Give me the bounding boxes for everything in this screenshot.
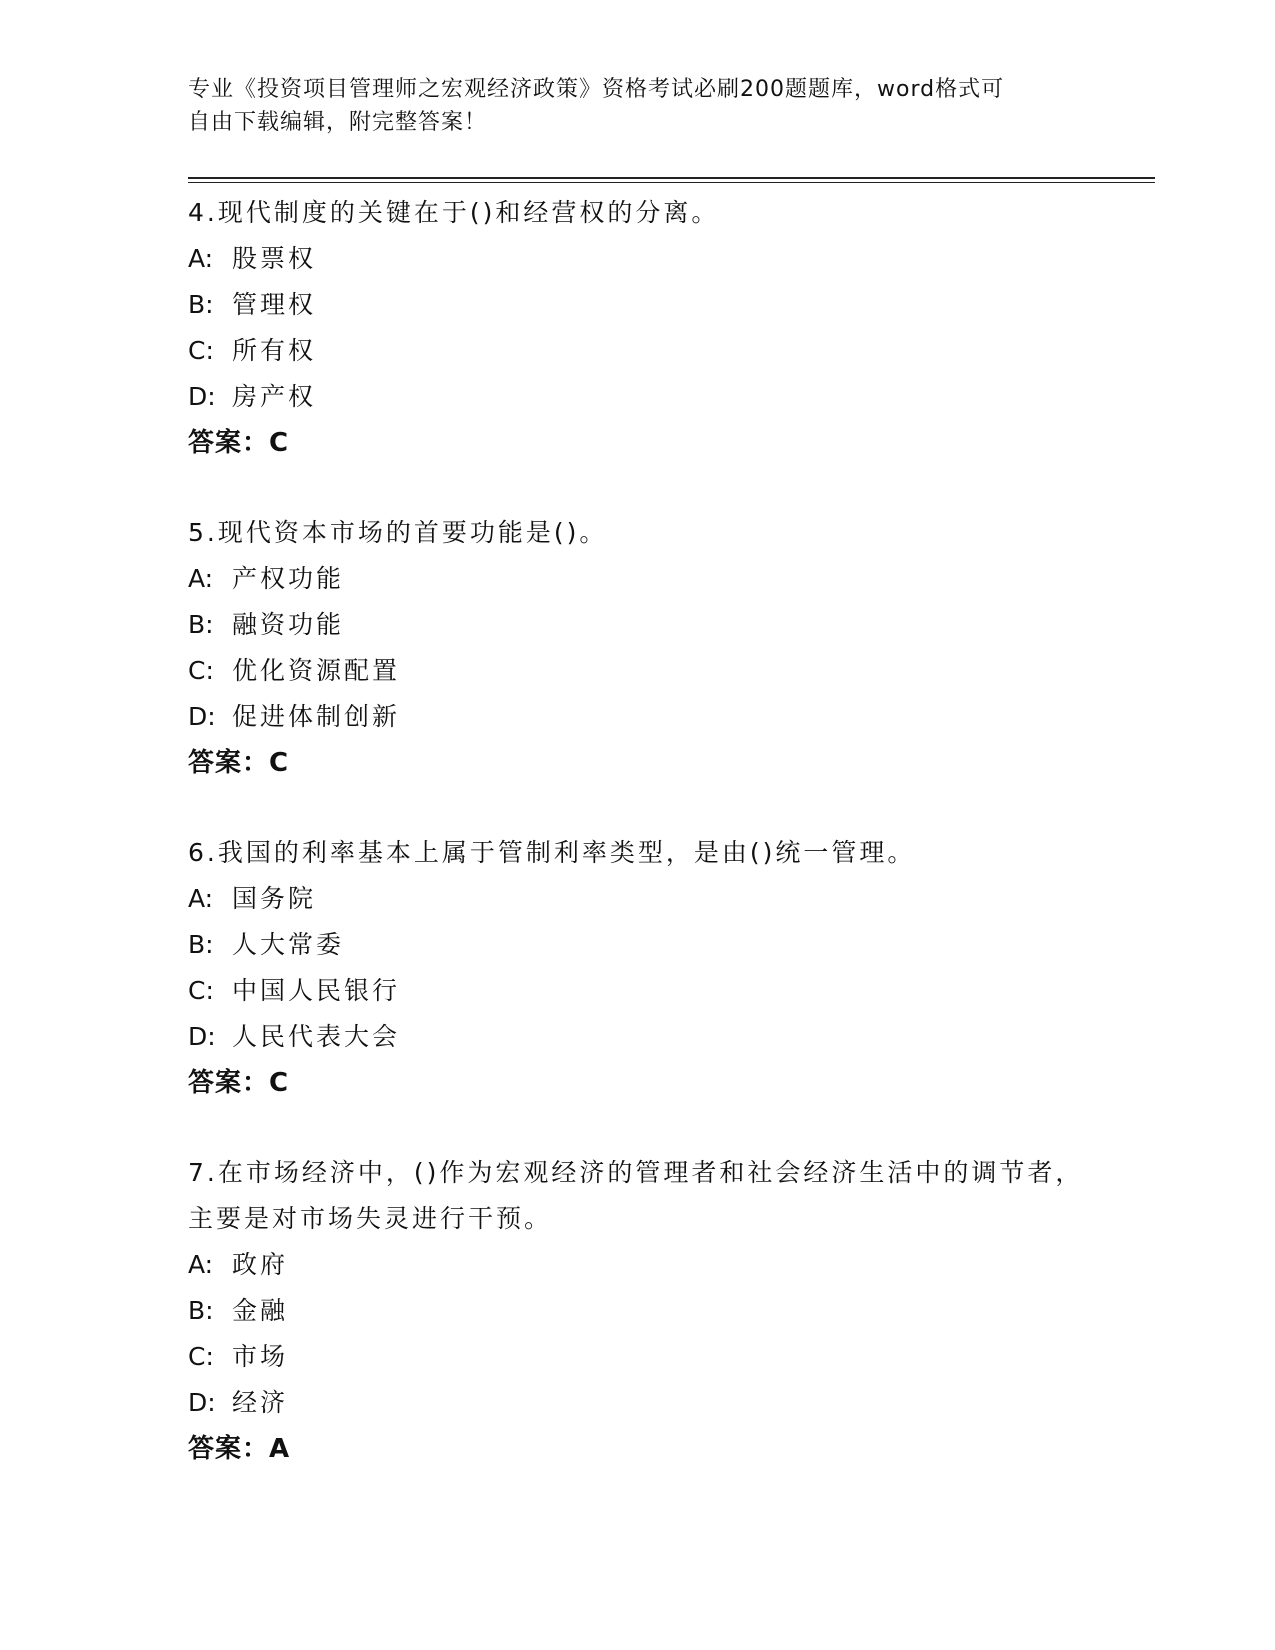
option-a bbox=[188, 876, 1088, 922]
option-text: 中国人民银行 bbox=[232, 976, 401, 1005]
option-letter: C: bbox=[188, 656, 214, 685]
option-text: 优化资源配置 bbox=[232, 656, 401, 685]
question-5 bbox=[188, 510, 1088, 786]
option-text: 房产权 bbox=[232, 382, 317, 411]
option-letter: A: bbox=[188, 564, 214, 593]
header-line-2: 自由下载编辑，附完整答案！ bbox=[188, 110, 488, 135]
option-letter: D: bbox=[188, 1388, 216, 1417]
header-divider-thick bbox=[188, 177, 1155, 179]
option-text: 人民代表大会 bbox=[232, 1022, 401, 1051]
option-text: 促进体制创新 bbox=[232, 702, 401, 731]
option-letter: C: bbox=[188, 1342, 214, 1371]
option-letter: C: bbox=[188, 976, 214, 1005]
option-text: 市场 bbox=[232, 1342, 289, 1371]
option-letter: B: bbox=[188, 290, 214, 319]
question-7 bbox=[188, 1150, 1088, 1472]
option-letter: B: bbox=[188, 930, 214, 959]
answer-line: 答案：C bbox=[188, 748, 290, 778]
answer-line: 答案：C bbox=[188, 428, 290, 458]
option-text: 融资功能 bbox=[232, 610, 345, 639]
option-d bbox=[188, 1014, 1088, 1060]
question-text: 4.现代制度的关键在于()和经营权的分离。 bbox=[188, 198, 720, 227]
document-header bbox=[188, 73, 1088, 139]
option-text: 金融 bbox=[232, 1296, 289, 1325]
question-text: 6.我国的利率基本上属于管制利率类型，是由()统一管理。 bbox=[188, 838, 916, 867]
answer-line: 答案：C bbox=[188, 1068, 290, 1098]
header-divider-thin bbox=[188, 182, 1155, 183]
option-text: 人大常委 bbox=[232, 930, 345, 959]
question-6 bbox=[188, 830, 1088, 1106]
option-b bbox=[188, 282, 1088, 328]
question-4 bbox=[188, 190, 1088, 466]
option-letter: A: bbox=[188, 884, 214, 913]
option-letter: B: bbox=[188, 1296, 214, 1325]
option-text: 国务院 bbox=[232, 884, 317, 913]
option-text: 管理权 bbox=[232, 290, 317, 319]
option-c bbox=[188, 328, 1088, 374]
header-line-1: 专业《投资项目管理师之宏观经济政策》资格考试必刷200题题库，word格式可 bbox=[188, 77, 1005, 102]
option-b bbox=[188, 922, 1088, 968]
option-text: 股票权 bbox=[232, 244, 317, 273]
option-letter: C: bbox=[188, 336, 214, 365]
option-d bbox=[188, 694, 1088, 740]
option-letter: B: bbox=[188, 610, 214, 639]
option-letter: A: bbox=[188, 244, 214, 273]
option-b bbox=[188, 1288, 1088, 1334]
question-text: 7.在市场经济中，()作为宏观经济的管理者和社会经济生活中的调节者，主要是对市场失灵进行干预。 bbox=[188, 1158, 1084, 1233]
option-a bbox=[188, 556, 1088, 602]
question-text: 5.现代资本市场的首要功能是()。 bbox=[188, 518, 608, 547]
option-c bbox=[188, 648, 1088, 694]
option-text: 政府 bbox=[232, 1250, 289, 1279]
option-d bbox=[188, 374, 1088, 420]
option-text: 经济 bbox=[232, 1388, 289, 1417]
option-d bbox=[188, 1380, 1088, 1426]
option-letter: D: bbox=[188, 382, 216, 411]
option-letter: A: bbox=[188, 1250, 214, 1279]
question-list bbox=[188, 190, 1088, 1516]
option-text: 产权功能 bbox=[232, 564, 345, 593]
option-a bbox=[188, 1242, 1088, 1288]
option-c bbox=[188, 968, 1088, 1014]
option-letter: D: bbox=[188, 702, 216, 731]
option-text: 所有权 bbox=[232, 336, 317, 365]
option-letter: D: bbox=[188, 1022, 216, 1051]
option-a bbox=[188, 236, 1088, 282]
option-c bbox=[188, 1334, 1088, 1380]
answer-line: 答案：A bbox=[188, 1434, 291, 1464]
option-b bbox=[188, 602, 1088, 648]
